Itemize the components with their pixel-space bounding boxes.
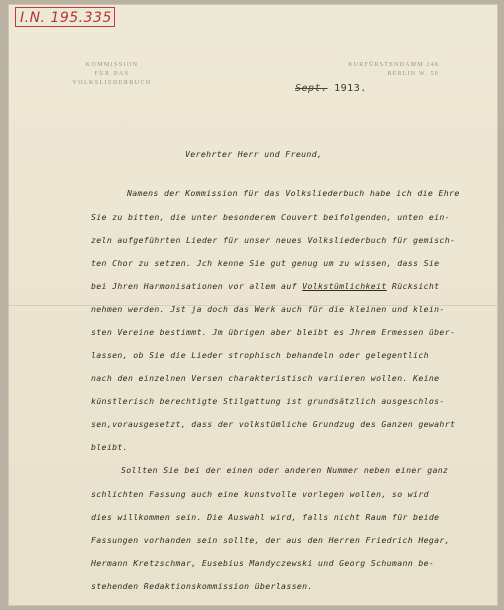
date-handwritten: Sept. xyxy=(295,83,328,94)
letterhead-left-line: KOMMISSION xyxy=(85,62,139,68)
body-line: sten Vereine bestimmt. Jm übrigen aber bleibt es Jhrem Ermessen über- xyxy=(91,327,456,337)
body-line: sen,vorausgesetzt, dass der volkstümliche Grundzug des Ganzen gewahrt xyxy=(91,419,456,429)
body-line: nehmen werden. Jst ja doch das Werk auch für die kleinen und klein- xyxy=(91,304,445,314)
body-line xyxy=(91,281,439,291)
body-line: Fassungen vorhanden sein sollte, der aus den Herren Friedrich Hegar, xyxy=(91,535,450,545)
body-line: lassen, ob Sie die Lieder strophisch behandeln oder gelegentlich xyxy=(91,350,429,360)
date-year: 1913. xyxy=(334,83,367,94)
body-line: Sie zu bitten, die unter besonderem Couvert beifolgenden, unten ein- xyxy=(91,212,450,222)
body-line: dies willkommen sein. Die Auswahl wird, falls nicht Raum für beide xyxy=(91,512,440,522)
body-text: bei Jhren Harmonisationen vor allem auf xyxy=(91,281,303,291)
letter-body xyxy=(9,5,497,591)
body-line: bleibt. xyxy=(91,442,128,452)
archive-stamp: I.N. 195.335 xyxy=(15,7,115,27)
letterhead-right-line: KURFÜRSTENDAMM 248 xyxy=(348,62,439,68)
body-line: stehenden Redaktionskommission überlassen. xyxy=(91,581,313,591)
body-line: ten Chor zu setzen. Jch kenne Sie gut genug um zu wissen, dass Sie xyxy=(91,258,440,268)
salutation: Verehrter Herr und Freund, xyxy=(185,149,323,159)
letterhead-left-line: VOLKSLIEDERBUCH xyxy=(72,80,152,86)
body-text: Rücksicht xyxy=(386,281,440,291)
body-line: zeln aufgeführten Lieder für unser neues Volksliederbuch für gemisch- xyxy=(91,235,456,245)
body-line: Hermann Kretzschmar, Eusebius Mandyczewski und Georg Schumann be- xyxy=(91,558,435,568)
body-line: nach den einzelnen Versen charakteristisch variieren wollen. Keine xyxy=(91,373,440,383)
letterhead-left-line: FÜR DAS xyxy=(94,71,130,77)
underlined-word: Volkstümlichkeit xyxy=(302,281,387,291)
letterhead-right-line: BERLIN W. 50 xyxy=(387,71,439,77)
body-line: Sollten Sie bei der einen oder anderen Nummer neben einer ganz xyxy=(121,465,449,475)
body-line: künstlerisch berechtigte Stilgattung ist grundsätzlich ausgeschlos- xyxy=(91,396,445,406)
letter-sheet xyxy=(8,4,498,606)
body-line: schlichten Fassung auch eine kunstvolle vorlegen wollen, so wird xyxy=(91,489,429,499)
body-line: Namens der Kommission für das Volksliederbuch habe ich die Ehre xyxy=(127,188,460,198)
